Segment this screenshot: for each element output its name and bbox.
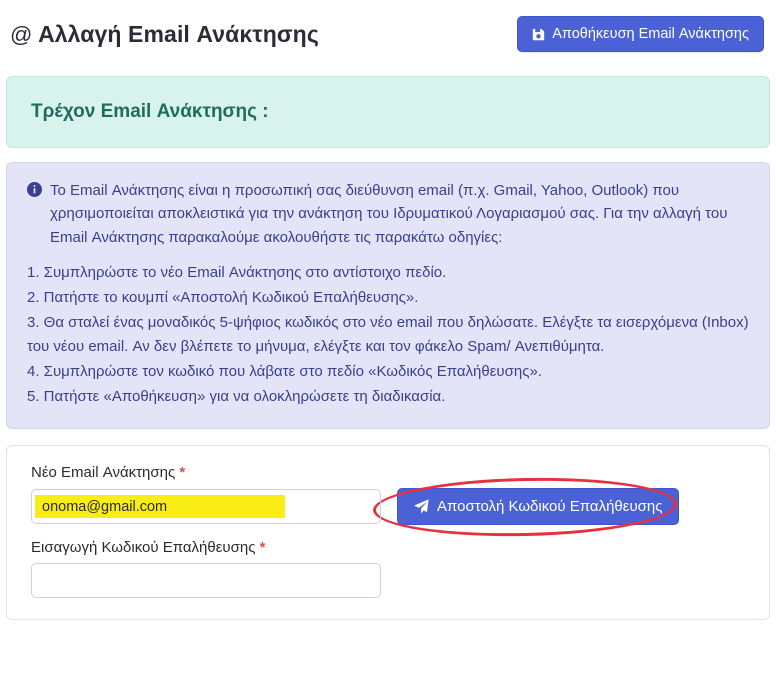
send-verification-code-button[interactable] (397, 488, 679, 525)
at-symbol-icon: @ (10, 21, 33, 47)
new-email-input-wrapper (31, 489, 381, 524)
save-disk-icon (532, 28, 545, 41)
instructions-intro-text: Το Email Ανάκτησης είναι η προσωπική σας διεύθυνση email (π.χ. Gmail, Yahoo, Outlook) που χρησιμοποιείται αποκλειστικά για την ανάκτηση του Ιδρυματικού Λογαριασμού σας. Για την αλλαγή του Email Ανάκτησης παρακαλούμε ακολουθήστε τις παρακάτω οδηγίες: (50, 182, 728, 246)
instructions-steps (27, 261, 749, 409)
new-email-label (31, 464, 745, 481)
page-header (0, 0, 776, 68)
save-recovery-email-button[interactable] (517, 16, 764, 52)
verification-code-label (31, 539, 745, 556)
verification-code-label-text: Εισαγωγή Κωδικού Επαλήθευσης (31, 539, 256, 557)
current-recovery-email-label: Τρέχον Email Ανάκτησης : (31, 101, 269, 122)
current-recovery-email-banner (6, 76, 770, 148)
page-title-text: Αλλαγή Email Ανάκτησης (38, 20, 319, 47)
send-verification-code-label: Αποστολή Κωδικού Επαλήθευσης (437, 498, 663, 516)
recovery-email-form (6, 445, 770, 620)
save-recovery-email-button-label: Αποθήκευση Email Ανάκτησης (552, 26, 749, 42)
verification-code-input[interactable] (31, 563, 381, 598)
new-email-input[interactable] (31, 489, 381, 524)
instructions-step: 2. Πατήστε το κουμπί «Αποστολή Κωδικού Επαλήθευσης». (27, 289, 419, 306)
instructions-info-box (6, 162, 770, 429)
verification-code-field (31, 539, 745, 598)
paper-plane-icon (414, 499, 429, 514)
instructions-step: 5. Πατήστε «Αποθήκευση» για να ολοκληρώσετε τη διαδικασία. (27, 388, 446, 405)
info-circle-icon (27, 182, 42, 197)
instructions-step: 1. Συμπληρώστε το νέο Email Ανάκτησης στο αντίστοιχο πεδίο. (27, 263, 447, 281)
new-email-required-marker: * (179, 464, 186, 482)
instructions-step: 4. Συμπληρώστε τον κωδικό που λάβατε στο πεδίο «Κωδικός Επαλήθευσης». (27, 362, 542, 380)
instructions-step: 3. Θα σταλεί ένας μοναδικός 5-ψήφιος κωδικός στο νέο email που δηλώσατε. Ελέγξτε τα εισερχόμενα (Inbox) του νέου email. Αν δεν βλέπετε το μήνυμα, ελέγξτε και τον φάκελο Spam/ Ανεπιθύμητα. (27, 314, 749, 355)
new-email-row (31, 488, 745, 525)
page-title (10, 21, 319, 48)
new-email-label-text: Νέο Email Ανάκτησης (31, 464, 176, 482)
verification-code-required-marker: * (259, 539, 266, 557)
